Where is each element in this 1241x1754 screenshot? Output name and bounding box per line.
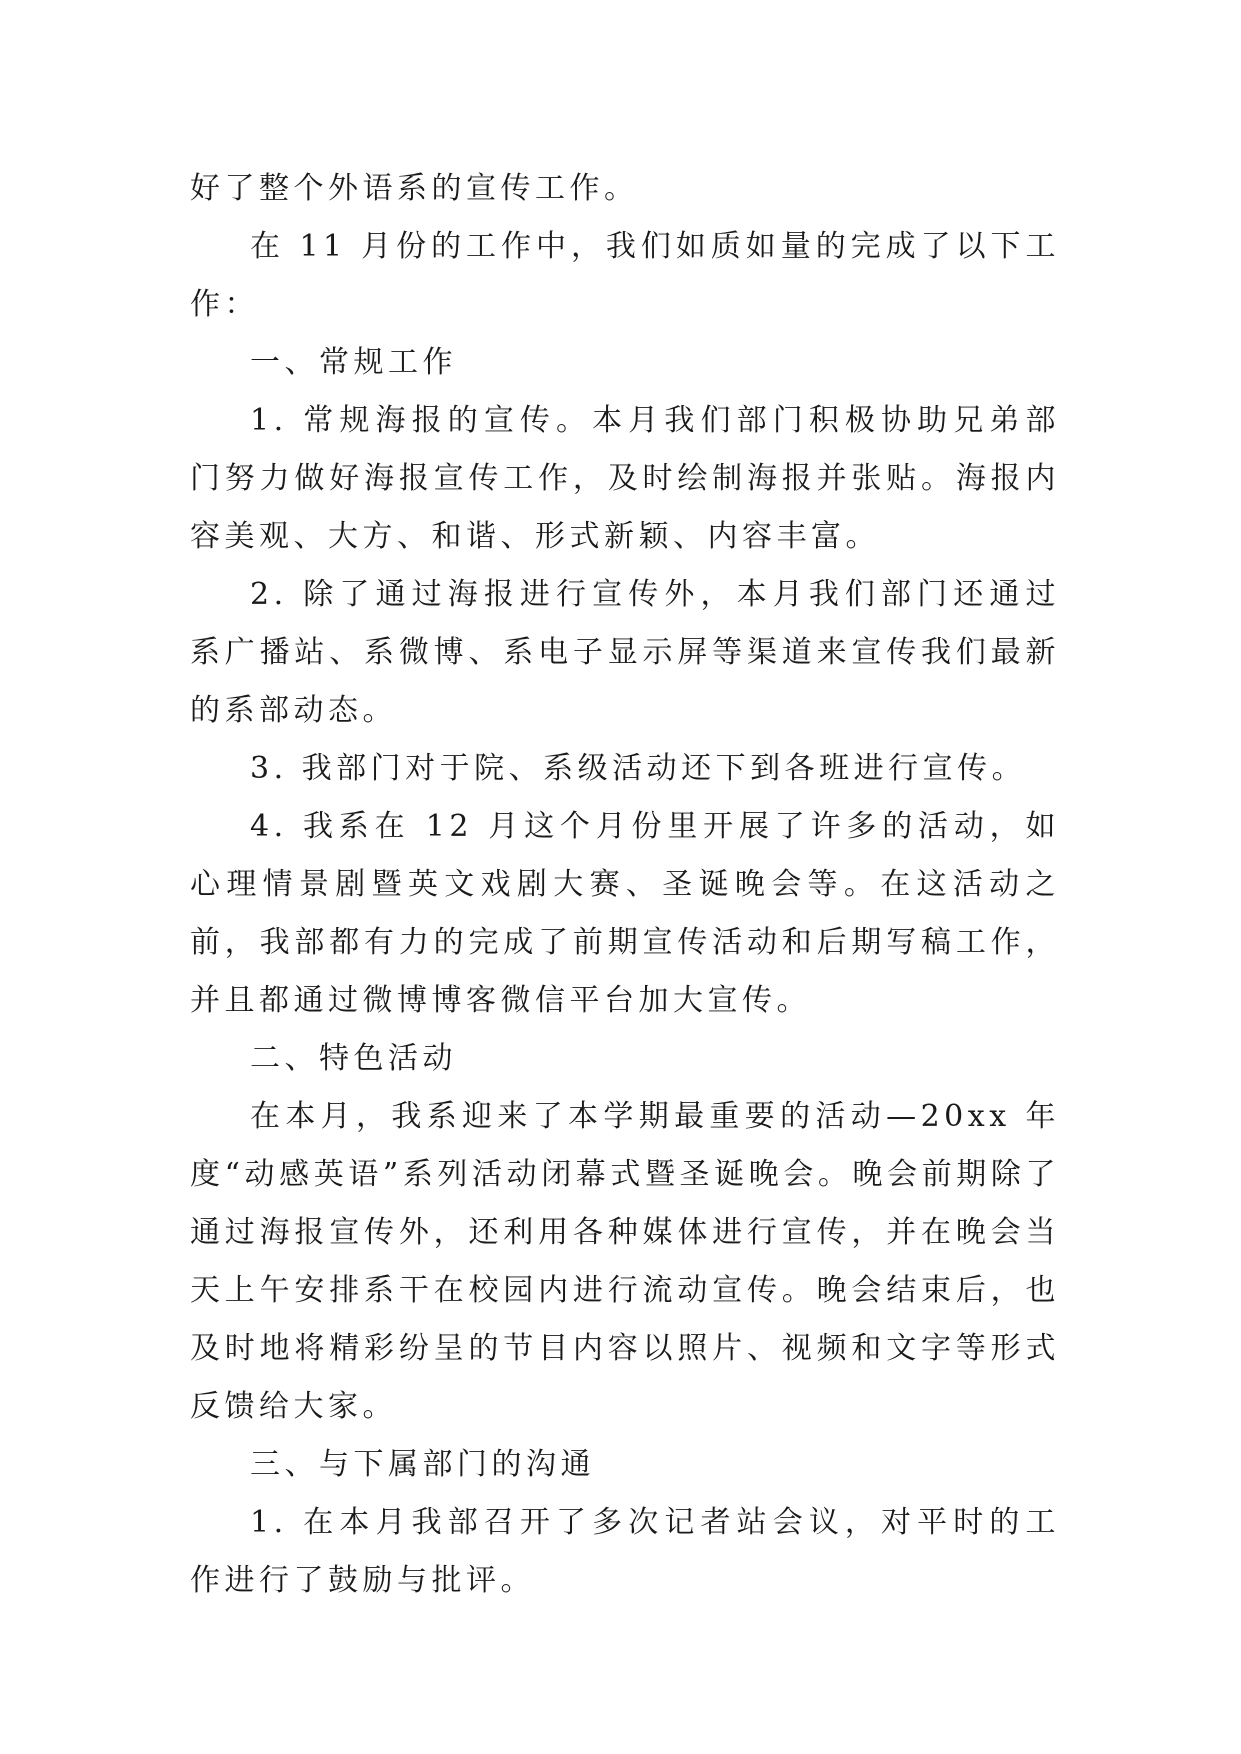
section-heading-communication: 三、与下属部门的沟通 xyxy=(250,1447,595,1482)
section-heading-special-activities: 二、特色活动 xyxy=(250,1041,457,1076)
paragraph-intro: 在 11 月份的工作中，我们如质如量的完成了以下工作： xyxy=(190,229,1060,322)
section-heading-routine-work: 一、常规工作 xyxy=(250,345,457,380)
paragraph-item-2: 2. 除了通过海报进行宣传外，本月我们部门还通过系广播站、系微博、系电子显示屏等渠道来宣传我们最新的系部动态。 xyxy=(190,577,1060,728)
paragraph-special-activities: 在本月，我系迎来了本学期最重要的活动—20xx 年度“动感英语”系列活动闭幕式暨圣诞晚会。晚会前期除了通过海报宣传外，还利用各种媒体进行宣传，并在晚会当天上午安排系干在校园内进行流动宣传。晚会结束后，也及时地将精彩纷呈的节目内容以照片、视频和文字等形式反馈给大家。 xyxy=(190,1099,1060,1424)
paragraph-item-1: 1. 常规海报的宣传。本月我们部门积极协助兄弟部门努力做好海报宣传工作，及时绘制海报并张贴。海报内容美观、大方、和谐、形式新颖、内容丰富。 xyxy=(190,403,1060,554)
paragraph-item-3: 3. 我部门对于院、系级活动还下到各班进行宣传。 xyxy=(250,751,1027,786)
document-body xyxy=(190,160,1060,1610)
paragraph-communication-item-1: 1. 在本月我部召开了多次记者站会议，对平时的工作进行了鼓励与批评。 xyxy=(190,1505,1060,1598)
paragraph-item-4: 4. 我系在 12 月这个月份里开展了许多的活动，如心理情景剧暨英文戏剧大赛、圣诞晚会等。在这活动之前，我部都有力的完成了前期宣传活动和后期写稿工作，并且都通过微博博客微信平台加大宣传。 xyxy=(190,809,1060,1018)
paragraph-continuation: 好了整个外语系的宣传工作。 xyxy=(190,171,639,206)
